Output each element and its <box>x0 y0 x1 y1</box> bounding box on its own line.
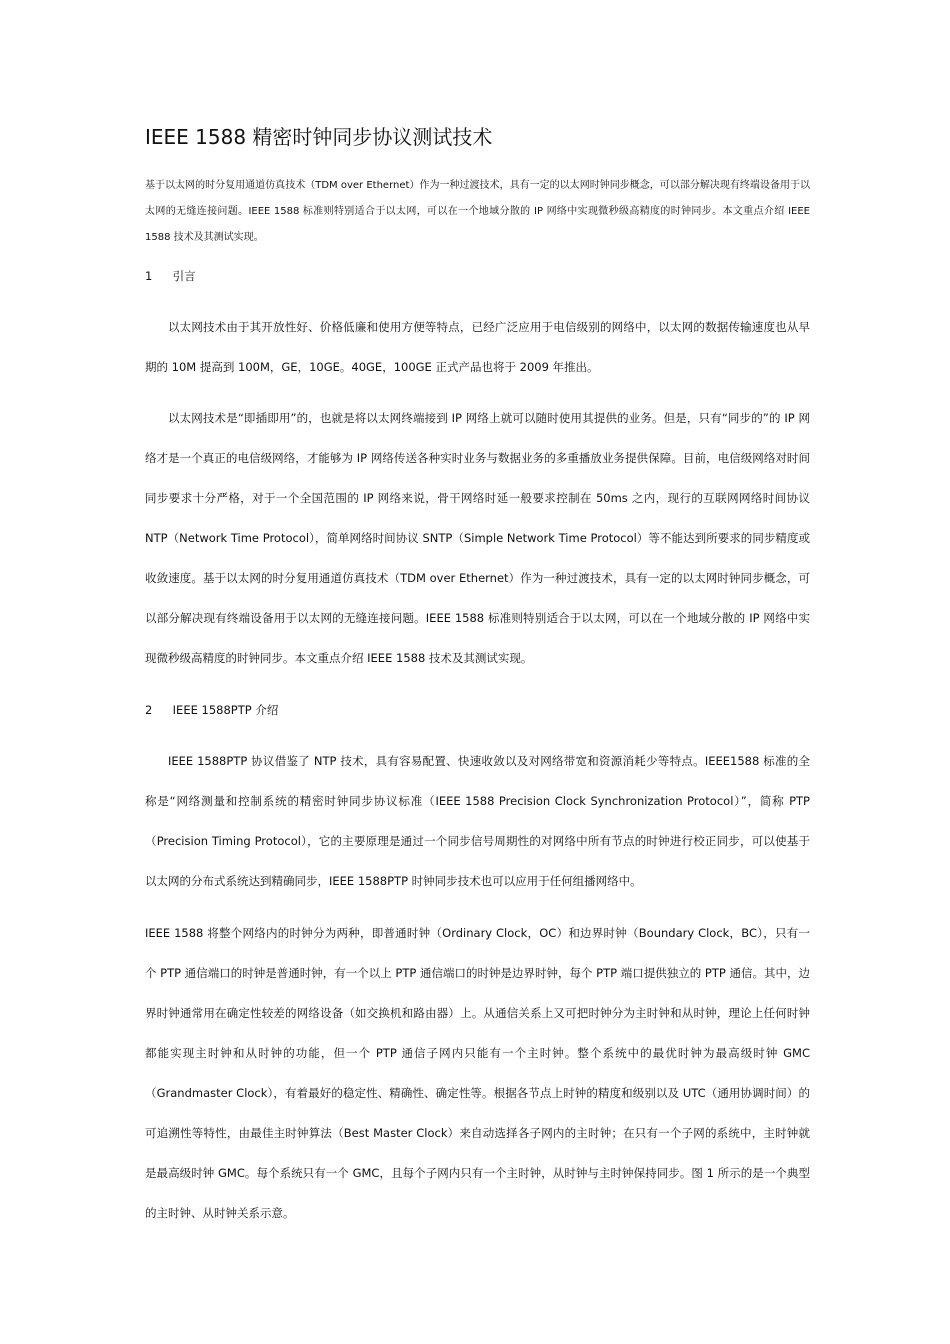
paragraph: IEEE 1588PTP 协议借鉴了 NTP 技术，具有容易配置、快速收敛以及对网络带宽和资源消耗少等特点。IEEE1588 标准的全称是“网络测量和控制系统的精密时钟同步协议标准（IEEE 1588 Precision Clock Synchronization Protocol）”，简称 PTP（Precision Timing Protocol），它的主要原理是通过一个同步信号周期性的对网络中所有节点的时钟进行校正同步，可以使基于以太网的分布式系统达到精确同步，IEEE 1588PTP 时钟同步技术也可以应用于任何组播网络中。 <box>145 754 810 888</box>
abstract: 基于以太网的时分复用通道仿真技术（TDM over Ethernet）作为一种过渡技术，具有一定的以太网时钟同步概念，可以部分解决现有终端设备用于以太网的无缝连接问题。IEEE 1588 标准则特别适合于以太网，可以在一个地域分散的 IP 网络中实现微秒级高精度的时钟同步。本文重点介绍 IEEE 1588 技术及其测试实现。 <box>145 180 810 243</box>
document-title: IEEE 1588 精密时钟同步协议测试技术 <box>145 125 493 149</box>
paragraph: 以太网技术由于其开放性好、价格低廉和使用方便等特点，已经广泛应用于电信级别的网络中，以太网的数据传输速度也从早期的 10M 提高到 100M，GE，10GE。40GE，100GE 正式产品也将于 2009 年推出。 <box>145 320 810 374</box>
section-number: 2 <box>145 703 153 717</box>
section-number: 1 <box>145 269 153 283</box>
section-heading-2 <box>145 700 278 720</box>
section-title: IEEE 1588PTP 介绍 <box>172 703 279 717</box>
section-heading-1 <box>145 266 196 286</box>
section-title: 引言 <box>172 269 196 283</box>
paragraph: IEEE 1588 将整个网络内的时钟分为两种，即普通时钟（Ordinary Clock，OC）和边界时钟（Boundary Clock，BC），只有一个 PTP 通信端口的时钟是普通时钟，有一个以上 PTP 通信端口的时钟是边界时钟，每个 PTP 端口提供独立的 PTP 通信。其中，边界时钟通常用在确定性较差的网络设备（如交换机和路由器）上。从通信关系上又可把时钟分为主时钟和从时钟，理论上任何时钟都能实现主时钟和从时钟的功能，但一个 PTP 通信子网内只能有一个主时钟。整个系统中的最优时钟为最高级时钟 GMC（Grandmaster Clock），有着最好的稳定性、精确性、确定性等。根据各节点上时钟的精度和级别以及 UTC（通用协调时间）的可追溯性等特性，由最佳主时钟算法（Best Master Clock）来自动选择各子网内的主时钟；在只有一个子网的系统中，主时钟就是最高级时钟 GMC。每个系统只有一个 GMC，且每个子网内只有一个主时钟，从时钟与主时钟保持同步。图 1 所示的是一个典型的主时钟、从时钟关系示意。 <box>145 926 810 1220</box>
paragraph: 以太网技术是“即插即用”的，也就是将以太网终端接到 IP 网络上就可以随时使用其提供的业务。但是，只有“同步的”的 IP 网络才是一个真正的电信级网络，才能够为 IP 网络传送各种实时业务与数据业务的多重播放业务提供保障。目前，电信级网络对时间同步要求十分严格，对于一个全国范围的 IP 网络来说，骨干网络时延一般要求控制在 50ms 之内，现行的互联网网络时间协议 NTP（Network Time Protocol），简单网络时间协议 SNTP（Simple Network Time Protocol）等不能达到所要求的同步精度或收敛速度。基于以太网的时分复用通道仿真技术（TDM over Ethernet）作为一种过渡技术，具有一定的以太网时钟同步概念，可以部分解决现有终端设备用于以太网的无缝连接问题。IEEE 1588 标准则特别适合于以太网，可以在一个地域分散的 IP 网络中实现微秒级高精度的时钟同步。本文重点介绍 IEEE 1588 技术及其测试实现。 <box>145 411 810 665</box>
